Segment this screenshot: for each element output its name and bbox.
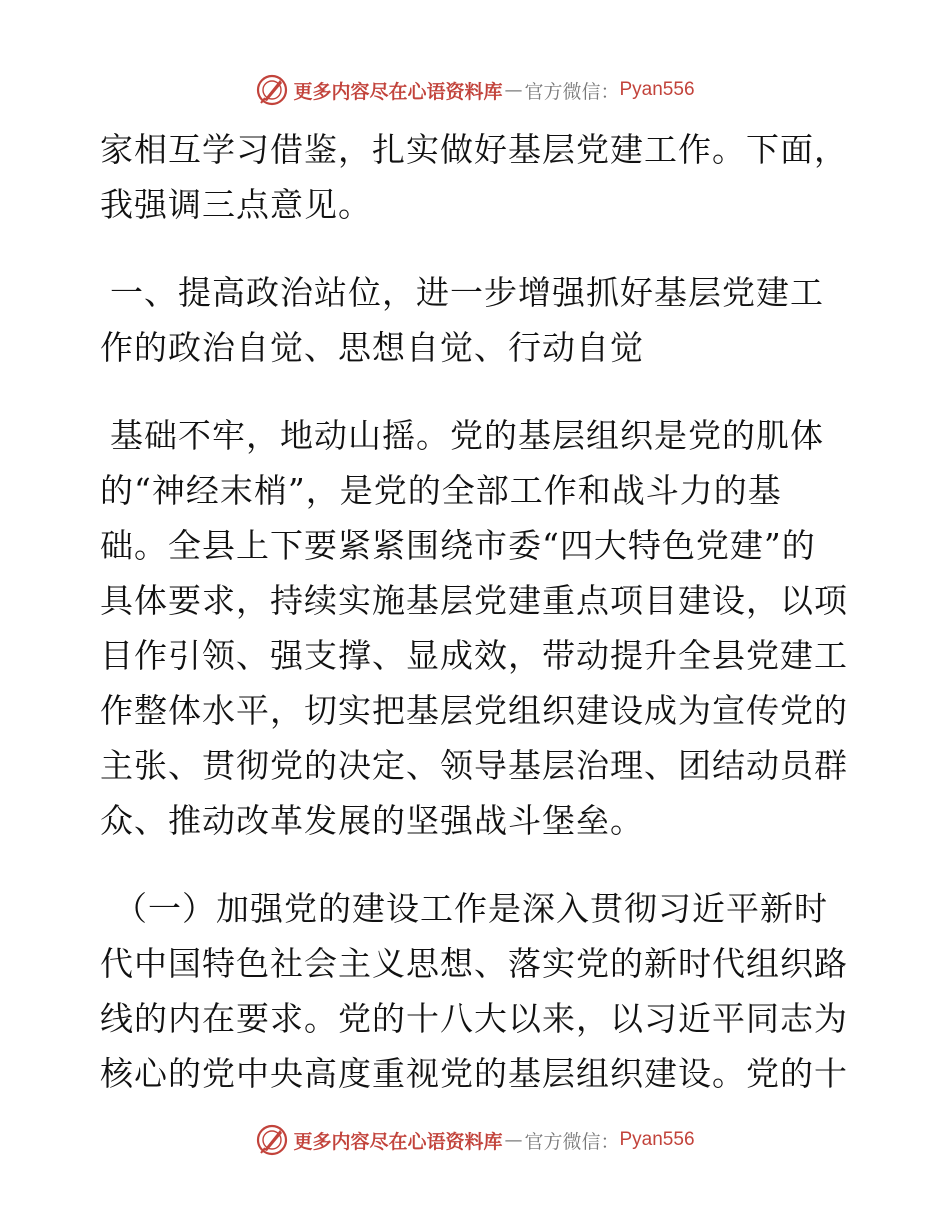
header-banner [0, 70, 950, 110]
paragraph-intro [100, 122, 860, 232]
banner-wechat-id: Pyan556 [619, 1129, 695, 1150]
banner-dash: — [504, 1129, 523, 1151]
banner-dash: — [504, 79, 523, 101]
text-line: 家相互学习借鉴，扎实做好基层党建工作。下面， [100, 130, 848, 169]
banner-wechat-label: 官方微信： [524, 1130, 620, 1153]
banner-title: 更多内容尽在心语资料库 [293, 80, 503, 103]
text-line: 线的内在要求。党的十八大以来，以习近平同志为 [100, 999, 848, 1038]
text-line: 目作引领、强支撑、显成效，带动提升全县党建工 [100, 636, 848, 675]
text-line: 代中国特色社会主义思想、落实党的新时代组织路 [100, 944, 848, 983]
quill-logo-icon [255, 1123, 289, 1157]
text-line: （一）加强党的建设工作是深入贯彻习近平新时 [114, 889, 828, 928]
text-line: 础。全县上下要紧紧围绕市委“四大特色党建”的 [100, 526, 816, 565]
text-line: 主张、贯彻党的决定、领导基层治理、团结动员群 [100, 746, 848, 785]
banner-wechat-label: 官方微信： [524, 80, 620, 103]
text-line: 的“神经末梢”，是党的全部工作和战斗力的基 [100, 471, 782, 510]
text-line: 作整体水平，切实把基层党组织建设成为宣传党的 [100, 691, 848, 730]
heading-line: 作的政治自觉、思想自觉、行动自觉 [100, 328, 644, 367]
banner-title: 更多内容尽在心语资料库 [293, 1130, 503, 1153]
section-heading-one [100, 265, 860, 375]
text-line: 我强调三点意见。 [100, 185, 372, 224]
paragraph-subsection-one [100, 881, 860, 1101]
paragraph-foundation [100, 408, 860, 848]
text-line: 基础不牢，地动山摇。党的基层组织是党的肌体 [110, 416, 824, 455]
banner-wechat-id: Pyan556 [619, 79, 695, 100]
document-body [100, 122, 860, 1101]
text-line: 众、推动改革发展的坚强战斗堡垒。 [100, 801, 644, 840]
quill-logo-icon [255, 73, 289, 107]
heading-line: 一、提高政治站位，进一步增强抓好基层党建工 [110, 273, 824, 312]
text-line: 核心的党中央高度重视党的基层组织建设。党的十 [100, 1054, 848, 1093]
text-line: 具体要求，持续实施基层党建重点项目建设，以项 [100, 581, 848, 620]
footer-banner [0, 1120, 950, 1160]
